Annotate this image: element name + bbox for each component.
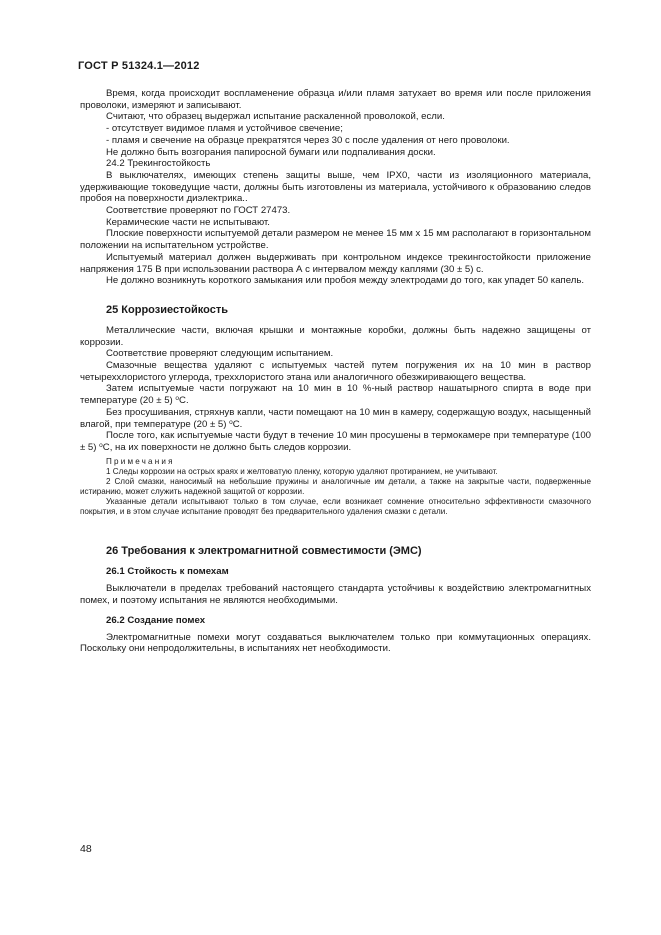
paragraph: Считают, что образец выдержал испытание раскаленной проволокой, если.	[106, 111, 445, 123]
notes-title: Примечания	[106, 456, 175, 466]
text-run: После того, как испытуемые части будут в течение 10 мин просушены в термокамере при температуре (100 ± 5)	[80, 430, 591, 453]
paragraph: Не должно возникнуть короткого замыкания или пробоя между электродами до того, как упадет 50 капель.	[106, 275, 585, 287]
paragraph: Плоские поверхности испытуемой детали размером не менее 15 мм х 15 мм располагают в горизонтальном положении на испытательном устройстве.	[80, 228, 591, 252]
degree-sign: o	[99, 441, 103, 449]
text-run: С.	[232, 418, 243, 430]
paragraph: Не должно быть возгорания папиросной бумаги или подпаливания доски.	[106, 146, 436, 158]
paragraph: Соответствие проверяют следующим испытанием.	[106, 348, 334, 360]
subsection-heading: 24.2 Трекингостойкость	[106, 158, 211, 170]
section-heading-emc: 26 Требования к электромагнитной совместимости (ЭМС)	[106, 545, 422, 558]
paragraph: Керамические части не испытывают.	[106, 216, 270, 228]
paragraph: Соответствие проверяют по ГОСТ 27473.	[106, 205, 291, 217]
note: Указанные детали испытывают только в том случае, если возникает сомнение относительно эффективности смазочного покрытия, и в этом случае испытание проводят без предварительного удаления смазки с детали.	[80, 497, 591, 517]
text-run: С.	[179, 395, 189, 407]
note: 2 Слой смазки, наносимый на небольшие пружины и аналогичные им детали, а также на закрытые части, подверженные истиранию, может служить надежной защитой от коррозии.	[80, 476, 591, 496]
subsection-heading: 26.2 Создание помех	[106, 614, 206, 626]
list-item: - пламя и свечение на образце прекратятся через 30 с после удаления от него проволоки.	[106, 134, 510, 146]
paragraph: В выключателях, имеющих степень защиты выше, чем IPX0, части из изоляционного материала, удерживающие токоведущие части, должны быть изготовлены из материала, устойчивого к образованию следов пробоя на поверхности диэлектрика..	[80, 169, 591, 205]
section-heading-corrosion: 25 Коррозиестойкость	[106, 303, 228, 316]
note: 1 Следы коррозии на острых краях и желтоватую пленку, которую удаляют протиранием, не учитывают.	[106, 466, 498, 476]
text-run: Без просушивания, стряхнув капли, части помещают на 10 мин в камеру, содержащую воздух, насыщенный влагой, при температуре (20 ± 5)	[80, 406, 591, 430]
paragraph: Металлические части, включая крышки и монтажные коробки, должны быть надежно защищены от коррозии.	[80, 324, 591, 348]
degree-sign: o	[229, 418, 233, 426]
list-item: - отсутствует видимое пламя и устойчивое свечение;	[106, 123, 343, 135]
text-run: Затем испытуемые части погружают на 10 мин в 10 %-ный раствор нашатырного спирта в воде при температуре (20 ± 5)	[80, 383, 591, 407]
paragraph	[80, 407, 591, 430]
subsection-heading: 26.1 Стойкость к помехам	[106, 566, 229, 578]
paragraph: Время, когда происходит воспламенение образца и/или пламя затухает во время или после приложения проволоки, измеряют и записывают.	[80, 88, 591, 111]
degree-sign: o	[175, 395, 180, 403]
paragraph	[80, 430, 591, 453]
page-number: 48	[80, 843, 92, 855]
paragraph: Смазочные вещества удаляют с испытуемых частей путем погружения их на 10 мин в раствор четыреххлористого углерода, трехxлористого этана или аналогичного обезжиривающего вещества.	[80, 360, 591, 383]
paragraph: Выключатели в пределах требований настоящего стандарта устойчивы к воздействию электромагнитных помех, и поэтому испытания не являются необходимыми.	[80, 583, 591, 606]
page-body	[80, 88, 591, 655]
document-id-header: ГОСТ Р 51324.1—2012	[78, 60, 200, 72]
text-run: С, на их поверхности не должно быть следов коррозии.	[102, 441, 352, 453]
paragraph: Испытуемый материал должен выдерживать при контрольном индексе трекингостойкости приложение напряжения 175 В при использовании раствора А с интервалом между каплями (30 ± 5) с.	[80, 251, 591, 275]
paragraph	[80, 383, 591, 406]
paragraph: Электромагнитные помехи могут создаваться выключателем только при коммутационных операциях. Поскольку они непродолжительны, в испытаниях нет необходимости.	[80, 631, 591, 655]
